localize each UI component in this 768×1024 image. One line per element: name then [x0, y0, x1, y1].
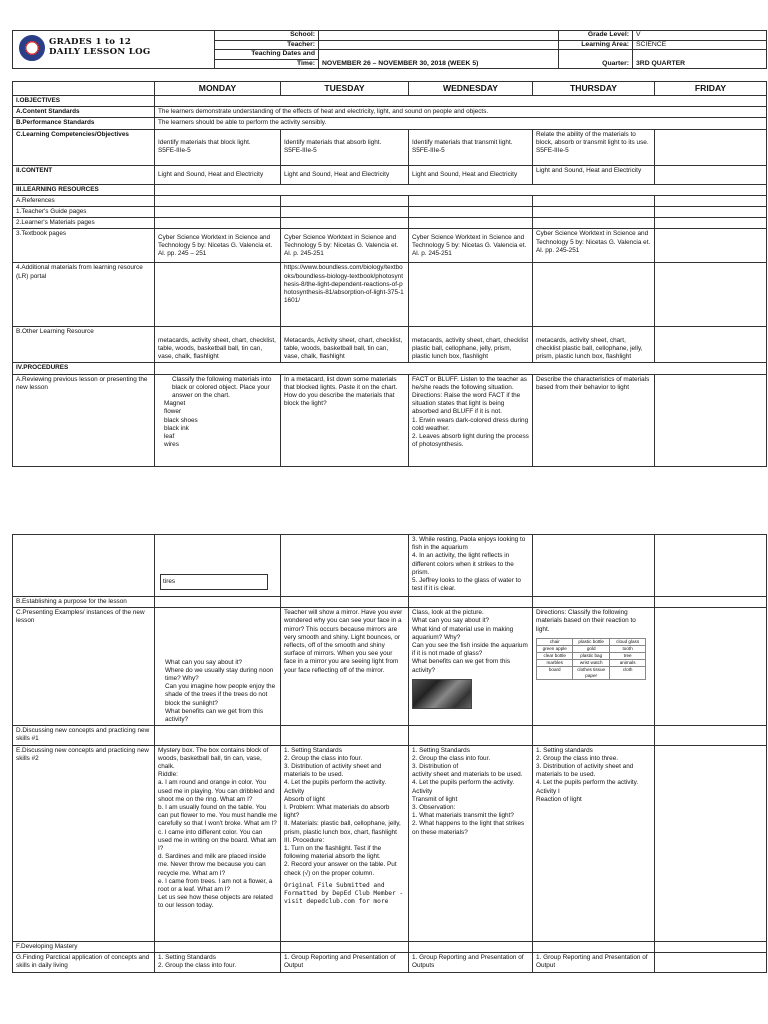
- textbook-row: [13, 229, 767, 263]
- textbook-tuesday: Cyber Science Worktext in Science and Technology 5 by: Nicetas G. Valencia et. Al. p. 245-251: [281, 229, 409, 263]
- review-monday: [155, 374, 281, 466]
- content-standards-label: A.Content Standards: [13, 107, 155, 118]
- content-monday: Light and Sound, Heat and Electricity: [155, 165, 281, 184]
- dates-value: NOVEMBER 26 – NOVEMBER 30, 2018 (WEEK 5): [319, 50, 559, 69]
- deped-seal-icon: [19, 35, 45, 61]
- review-continued-label: [13, 535, 155, 597]
- discuss2-thursday: 1. Setting standards 2. Group the class into three. 3. Distribution of activity sheet and materials to be used. 4. Let the pupils perform the activity. Activity I Reaction of light: [533, 745, 655, 941]
- textbook-thursday: Cyber Science Worktext in Science and Technology 5 by: Nicetas G. Valencia et. Al. pp. 245-251: [533, 229, 655, 263]
- discuss2-monday: Mystery box. The box contains block of woods, basketball ball, tin can, vase, chalk. Riddle: a. I am round and orange in color. You used me in playing. You can dribbled and shoot me on the ring. What am I? b. I am usually found on the table. You can put flower to me. You must handle me carefully so that I won't broke. What am I? c. I came into different color. You can used me in writing on the board. What am I? d. Sardines and milk are placed inside me. Never throw me because you can recycle me. What am I? e. I came from trees. I am not a flower, a root or a leaf. What am I? Let us see how these objects are related to our lesson today.: [155, 745, 281, 941]
- quarter-label: Quarter:: [559, 50, 633, 69]
- procedures-row: [13, 363, 767, 374]
- performance-standards-label: B.Performance Standards: [13, 118, 155, 129]
- classification-cell: clear bottle: [537, 652, 573, 659]
- review-label: A.Reviewing previous lesson or presenting the new lesson: [13, 374, 155, 466]
- page-gap: [0, 480, 768, 528]
- review-friday: [655, 374, 767, 466]
- content-label: II.CONTENT: [13, 165, 155, 184]
- learning-area-label: Learning Area:: [559, 40, 633, 50]
- presenting-wednesday-text: Class, look at the picture. What can you say about it? What kind of material use in making aquarium? Why? Can you see the fish inside the aquarium if it is not made of glass? What benefits can we get from this activity?: [412, 609, 528, 674]
- discuss2-tuesday: [281, 745, 409, 941]
- competencies-row: [13, 129, 767, 165]
- classification-cell: tree: [609, 652, 645, 659]
- references-row: [13, 195, 767, 206]
- performance-standards-text: The learners should be able to perform the activity sensibly.: [155, 118, 767, 129]
- competency-thursday: Relate the ability of the materials to block, absorb or transmit light to its use. S5FE-IIIe-5: [533, 129, 655, 165]
- additional-monday: [155, 263, 281, 327]
- classification-cell: board: [537, 666, 573, 679]
- presenting-wednesday: [409, 608, 533, 726]
- logo-block: [13, 31, 215, 69]
- review-monday-list: Magnet flower black shoes black ink leaf wires: [164, 400, 198, 449]
- discuss2-wednesday: 1. Setting Standards 2. Group the class into four. 3. Distribution of activity sheet and materials to be used. 4. Let the pupils perform the activity. Activity Transmit of light 3. Observation: 1. What materials transmit the light? 2. What happens to the light that strikes on these materials?: [409, 745, 533, 941]
- performance-standards-row: [13, 118, 767, 129]
- teachers-guide-row: [13, 207, 767, 218]
- classification-row: [537, 659, 646, 666]
- mastery-row: [13, 941, 767, 952]
- review-friday-continued: [655, 535, 767, 597]
- objectives-label: I.OBJECTIVES: [13, 96, 155, 107]
- day-wednesday: WEDNESDAY: [409, 82, 533, 96]
- objectives-row: [13, 96, 767, 107]
- learning-area-value: SCIENCE: [633, 40, 767, 50]
- procedures-label: IV.PROCEDURES: [13, 363, 155, 374]
- classification-table: [536, 638, 646, 680]
- content-friday: [655, 165, 767, 184]
- time-label: Time:: [215, 59, 319, 69]
- review-row: [13, 374, 767, 466]
- practical-thursday: 1. Group Reporting and Presentation of Output: [533, 952, 655, 972]
- classification-cell: plastic bag: [573, 652, 609, 659]
- presenting-tuesday: Teacher will show a mirror. Have you ever wondered why you can see your face in a mirror? This occurs because mirrors are very smooth and shiny. Light bounces, or reflects, off of the smooth and shiny surface of mirrors. When you see your face in a mirror you are seeing light from your face reflecting off of the mirror.: [281, 608, 409, 726]
- resources-row: [13, 184, 767, 195]
- dates-label-line1: Teaching Dates and: [251, 50, 315, 58]
- classification-cell: cloth: [609, 666, 645, 679]
- teacher-label: Teacher:: [215, 40, 319, 50]
- discuss2-friday: [655, 745, 767, 941]
- classification-cell: green apple: [537, 645, 573, 652]
- practical-wednesday: 1. Group Reporting and Presentation of Outputs: [409, 952, 533, 972]
- discuss1-row: [13, 726, 767, 745]
- presenting-row: [13, 608, 767, 726]
- practical-row: [13, 952, 767, 972]
- practical-friday: [655, 952, 767, 972]
- classification-cell: wrist watch: [573, 659, 609, 666]
- discuss2-label: E.Discussing new concepts and practicing new skills #2: [13, 745, 155, 941]
- additional-materials-row: [13, 263, 767, 327]
- procedures-empty: [155, 363, 767, 374]
- other-tuesday: Metacards, Activity sheet, chart, checklist, table, woods, basketball ball, tin can, vase, chalk, flashlight: [281, 327, 409, 363]
- dates-label: [215, 50, 319, 60]
- discuss2-tuesday-text: 1. Setting Standards 2. Group the class into four. 3. Distribution of activity sheet and materials to be used. 4. Let the pupils perform the activity. Activity Absorb of light I. Problem: What materials do absorb light? II. Materials: plastic ball, cellophane, jelly, prism, plastic lunch box, chart, flashlight III. Procedure: 1. Turn on the flashlight. Test if the following material absorb the light. 2. Record your answer on the table. Put check (√) on the proper column.: [284, 746, 401, 877]
- purpose-label: B.Establishing a purpose for the lesson: [13, 597, 155, 608]
- textbook-wednesday: Cyber Science Worktext in Science and Technology 5 by: Nicetas G. Valencia et. Al. p. 245-251: [409, 229, 533, 263]
- additional-friday: [655, 263, 767, 327]
- tires-box: tires: [160, 574, 268, 590]
- content-wednesday: Light and Sound, Heat and Electricity: [409, 165, 533, 184]
- classification-row: [537, 652, 646, 659]
- classification-cell: animals: [609, 659, 645, 666]
- day-friday: FRIDAY: [655, 82, 767, 96]
- review-tuesday-continued: [281, 535, 409, 597]
- content-standards-text: The learners demonstrate understanding of the effects of heat and electricity, light, and sound on people and objects.: [155, 107, 767, 118]
- review-tuesday: In a metacard, list down some materials that blocked lights. Paste it on the chart. How do you describe the materials that block the light?: [281, 374, 409, 466]
- practical-label: G.Finding Parctical application of concepts and skills in daily living: [13, 952, 155, 972]
- content-row: [13, 165, 767, 184]
- header-table: [12, 30, 767, 69]
- logo-line-2: DAILY LESSON LOG: [49, 47, 151, 57]
- review-continued-row: [13, 535, 767, 597]
- day-tuesday: TUESDAY: [281, 82, 409, 96]
- review-monday-instructions: Classify the following materials into black or colored object. Place your answer on the chart.: [172, 375, 272, 400]
- purpose-row: [13, 597, 767, 608]
- other-wednesday: metacards, activity sheet, chart, checklist plastic ball, cellophane, jelly, prism, plastic lunch box, flashlight: [409, 327, 533, 363]
- lesson-table-page2: [12, 534, 767, 973]
- presenting-monday: What can you say about it? Where do we usually stay during noon time? Why? Can you imagine how people enjoy the shade of the trees if the trees do not block the sunlight? What benefits can we get from this activity?: [155, 608, 281, 726]
- other-resources-label: B.Other Learning Resource: [13, 327, 155, 363]
- review-wednesday-continued: 3. While resting, Paola enjoys looking to fish in the aquarium 4. In an activity, the light reflects in different colors when it strikes to the prism. 5. Jeffrey looks to the glass of water to test if it is clear.: [409, 535, 533, 597]
- school-label: School:: [215, 31, 319, 41]
- classification-row: [537, 645, 646, 652]
- textbook-monday: Cyber Science Worktext in Science and Technology 5 by: Nicetas G. Valencia et. Al. pp. 245 – 251: [155, 229, 281, 263]
- other-resources-row: [13, 327, 767, 363]
- competencies-label: C.Learning Competencies/Objectives: [13, 129, 155, 165]
- classification-cell: marbles: [537, 659, 573, 666]
- discuss1-label: D.Discussing new concepts and practicing new skills #1: [13, 726, 155, 745]
- content-tuesday: Light and Sound, Heat and Electricity: [281, 165, 409, 184]
- logo-line-1: GRADES 1 to 12: [49, 37, 132, 47]
- aquarium-picture: [412, 679, 472, 709]
- presenting-thursday-text: Directions: Classify the following materials based on their reaction to light.: [536, 609, 636, 633]
- classification-row: [537, 666, 646, 679]
- blank-header-cell: [13, 82, 155, 96]
- review-thursday-continued: [533, 535, 655, 597]
- competency-wednesday: Identify materials that transmit light. S5FE-IIIe-5: [409, 129, 533, 165]
- day-thursday: THURSDAY: [533, 82, 655, 96]
- learners-materials-row: [13, 218, 767, 229]
- review-thursday: Describe the characteristics of materials based from their behavior to light: [533, 374, 655, 466]
- practical-monday: 1. Setting Standards 2. Group the class into four.: [155, 952, 281, 972]
- classification-cell: plastic bottle: [573, 638, 609, 645]
- references-label: A.References: [13, 195, 155, 206]
- additional-tuesday-link[interactable]: https://www.boundless.com/biology/textbooks/boundless-biology-textbook/photosynthesis-8/the-light-dependent-reactions-of-photosynthesis-81/absorption-of-light-375-11601/: [281, 263, 409, 327]
- competency-friday: [655, 129, 767, 165]
- additional-thursday: [533, 263, 655, 327]
- resources-label: III.LEARNING RESOURCES: [13, 184, 155, 195]
- day-monday: MONDAY: [155, 82, 281, 96]
- textbook-label: 3.Textbook pages: [13, 229, 155, 263]
- resources-empty: [155, 184, 767, 195]
- classification-cell: chair: [537, 638, 573, 645]
- classification-cell: gold: [573, 645, 609, 652]
- classification-cell: tooth: [609, 645, 645, 652]
- teacher-value: [319, 40, 559, 50]
- lesson-log-page-2: [0, 528, 768, 1024]
- lesson-table-page1: [12, 81, 767, 467]
- grade-level-label: Grade Level:: [559, 31, 633, 41]
- logo-text: [49, 37, 151, 57]
- review-wednesday: FACT or BLUFF. Listen to the teacher as he/she reads the following situation. Directions: Raise the word FACT if the situation states that light is being absorbed and BLUFF if it is not. 1. Erwin wears dark-colored dress during cold weather. 2. Leaves absorb light during the process of photosynthesis.: [409, 374, 533, 466]
- teachers-guide-label: 1.Teacher's Guide pages: [13, 207, 155, 218]
- textbook-friday: [655, 229, 767, 263]
- other-monday: metacards, activity sheet, chart, checklist, table, woods, basketball ball, tin can, vase, chalk, flashlight: [155, 327, 281, 363]
- practical-tuesday: 1. Group Reporting and Presentation of Output: [281, 952, 409, 972]
- review-monday-continued: [155, 535, 281, 597]
- other-thursday: metacards, activity sheet, chart, checklist plastic ball, cellophane, jelly, prism, plastic lunch box, flashlight: [533, 327, 655, 363]
- learners-materials-label: 2.Learner's Materials pages: [13, 218, 155, 229]
- other-friday: [655, 327, 767, 363]
- additional-wednesday: [409, 263, 533, 327]
- presenting-label: C.Presenting Examples/ instances of the new lesson: [13, 608, 155, 726]
- discuss2-row: [13, 745, 767, 941]
- additional-materials-label: 4.Additional materials from learning resource (LR) portal: [13, 263, 155, 327]
- presenting-thursday: [533, 608, 655, 726]
- competency-tuesday: Identify materials that absorb light. S5FE-IIIe-5: [281, 129, 409, 165]
- day-header-row: [13, 82, 767, 96]
- classification-row: [537, 638, 646, 645]
- presenting-friday: [655, 608, 767, 726]
- quarter-value: 3RD QUARTER: [633, 50, 767, 69]
- school-value: [319, 31, 559, 41]
- grade-level-value: V: [633, 31, 767, 41]
- content-thursday: Light and Sound, Heat and Electricity: [533, 165, 655, 184]
- depedclub-note: Original File Submitted and Formatted by DepEd Club Member - visit depedclub.com for more: [284, 881, 404, 905]
- classification-cell: cloud glass: [609, 638, 645, 645]
- content-standards-row: [13, 107, 767, 118]
- mastery-label: F.Developing Mastery: [13, 941, 155, 952]
- lesson-log-page-1: [0, 0, 768, 480]
- classification-cell: clothes tissue paper: [573, 666, 609, 679]
- competency-monday: Identify materials that block light. S5FE-IIIe-5: [155, 129, 281, 165]
- objectives-empty: [155, 96, 767, 107]
